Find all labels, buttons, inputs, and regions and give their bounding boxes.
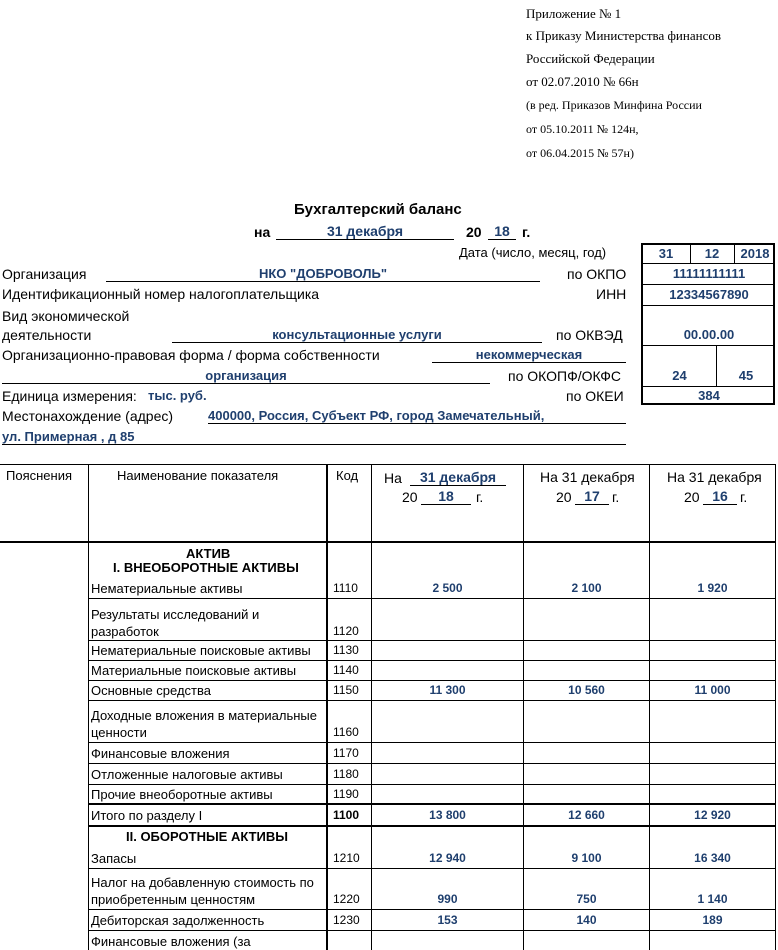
col2-year: 17	[575, 488, 609, 505]
unit-label: Единица измерения:	[2, 388, 137, 404]
col1-label: На	[384, 470, 402, 486]
appendix-line-5: (в ред. Приказов Минфина России	[526, 98, 702, 112]
col1-year-prefix: 20	[402, 489, 418, 505]
row-value-col3: 1 140	[697, 892, 728, 906]
row-value-col2: 140	[576, 913, 597, 927]
col3-year-suffix: г.	[740, 489, 748, 505]
title-year: 18	[488, 223, 516, 240]
row-name: Нематериальные активы	[91, 581, 243, 596]
appendix-line-6: от 05.10.2011 № 124н,	[526, 122, 639, 136]
row-name: Итого по разделу I	[91, 808, 203, 823]
activity-label-2: деятельности	[2, 327, 92, 343]
row-code: 1160	[333, 725, 359, 739]
row-value-col1: 153	[437, 913, 458, 927]
okei-label: по ОКЕИ	[566, 388, 624, 404]
code-okei: 384	[698, 388, 720, 403]
row-name-line1: Результаты исследований и	[91, 607, 260, 622]
row-value-col2: 10 560	[568, 683, 605, 697]
activity-value: консультационные услуги	[172, 327, 542, 343]
col2-year-suffix: г.	[612, 489, 620, 505]
col3-label: На 31 декабря	[667, 469, 762, 485]
row-value-col2: 12 660	[568, 808, 605, 822]
row-code: 1140	[333, 663, 359, 677]
row-name: Материальные поисковые активы	[91, 663, 297, 678]
code-okpo: 11111111111	[672, 266, 746, 281]
unit-value: тыс. руб.	[148, 388, 207, 403]
okpo-label: по ОКПО	[567, 266, 627, 282]
row-code: 1120	[333, 624, 359, 638]
col-name-header: Наименование показателя	[117, 468, 279, 483]
section-2: II. ОБОРОТНЫЕ АКТИВЫ	[126, 829, 289, 844]
appendix-line-1: Приложение № 1	[526, 6, 622, 21]
col-code-header: Код	[336, 468, 359, 483]
row-name: Запасы	[91, 851, 137, 866]
code-inn: 12334567890	[669, 287, 749, 302]
row-code: 1220	[333, 892, 360, 906]
row-code: 1180	[333, 767, 359, 781]
row-value-col1: 990	[437, 892, 458, 906]
row-name-line2: приобретенным ценностям	[91, 892, 256, 907]
appendix-line-2: к Приказу Министерства финансов	[526, 28, 721, 43]
code-okfs: 45	[738, 368, 754, 383]
row-value-col1: 2 500	[432, 581, 463, 595]
appendix-line-3: Российской Федерации	[526, 51, 655, 66]
row-value-col1: 11 300	[429, 683, 466, 697]
appendix-line-4: от 02.07.2010 № 66н	[526, 74, 639, 89]
col3-year: 16	[703, 488, 737, 505]
row-code: 1230	[333, 913, 360, 927]
row-name: Основные средства	[91, 683, 211, 698]
col1-year: 18	[421, 488, 471, 505]
col1-date: 31 декабря	[410, 469, 506, 486]
row-value-col3: 11 000	[694, 683, 731, 697]
col-notes-header: Пояснения	[6, 468, 73, 483]
section-asset: АКТИВ	[186, 546, 231, 561]
row-code: 1100	[333, 808, 360, 822]
address-label: Местонахождение (адрес)	[2, 408, 174, 424]
row-value-col3: 12 920	[694, 808, 731, 822]
row-value-col3: 1 920	[697, 581, 728, 595]
page-title: Бухгалтерский баланс	[294, 201, 462, 218]
org-value: НКО "ДОБРОВОЛЬ"	[106, 266, 540, 282]
row-name: Нематериальные поисковые активы	[91, 643, 311, 658]
row-code: 1130	[333, 643, 359, 657]
col1-year-suffix: г.	[476, 489, 484, 505]
title-date: 31 декабря	[276, 223, 454, 240]
appendix-line-7: от 06.04.2015 № 57н)	[526, 146, 634, 160]
row-code: 1210	[333, 851, 360, 865]
okopf-label: по ОКОПФ/ОКФС	[508, 368, 621, 384]
code-okved: 00.00.00	[683, 327, 735, 342]
col2-year-prefix: 20	[556, 489, 572, 505]
address-value-2: ул. Примерная , д 85	[2, 429, 626, 445]
inn-label-full: Идентификационный номер налогоплательщика	[2, 286, 320, 302]
title-year-prefix: 20	[466, 224, 482, 240]
row-value-col2: 9 100	[571, 851, 602, 865]
section-1: I. ВНЕОБОРОТНЫЕ АКТИВЫ	[113, 560, 299, 575]
col2-label: На 31 декабря	[540, 469, 635, 485]
row-value-col3: 189	[702, 913, 723, 927]
org-label: Организация	[2, 266, 87, 282]
row-name: Прочие внеоборотные активы	[91, 787, 273, 802]
row-name-line1: Налог на добавленную стоимость по	[91, 875, 314, 890]
activity-label-1: Вид экономической	[2, 308, 130, 324]
row-code: 1150	[333, 683, 359, 697]
row-name: Отложенные налоговые активы	[91, 767, 283, 782]
row-name: Дебиторская задолженность	[91, 913, 265, 928]
code-year: 2018	[740, 246, 770, 261]
row-code: 1170	[333, 746, 359, 760]
inn-label: ИНН	[596, 286, 627, 302]
okved-label: по ОКВЭД	[556, 327, 623, 343]
title-year-suffix: г.	[522, 224, 531, 240]
form-label: Организационно-правовая форма / форма собственности	[2, 347, 380, 363]
code-day: 31	[658, 246, 674, 261]
row-value-col2: 2 100	[571, 581, 602, 595]
row-name-line1: Доходные вложения в материальные	[91, 708, 317, 723]
row-value-col1: 13 800	[429, 808, 466, 822]
row-name-line2: ценности	[91, 725, 147, 740]
row-code: 1110	[333, 581, 358, 595]
form-value-2: организация	[2, 368, 490, 384]
row-code: 1190	[333, 787, 359, 801]
row-value-col2: 750	[576, 892, 597, 906]
form-value-1: некоммерческая	[432, 347, 626, 363]
row-name: Финансовые вложения	[91, 746, 230, 761]
row-value-col3: 16 340	[694, 851, 731, 865]
date-label: Дата (число, месяц, год)	[459, 245, 607, 260]
address-value-1: 400000, Россия, Субъект РФ, город Замечательный,	[208, 408, 626, 424]
code-month: 12	[704, 246, 720, 261]
col3-year-prefix: 20	[684, 489, 700, 505]
row-value-col1: 12 940	[429, 851, 466, 865]
row-name-line1: Финансовые вложения (за	[91, 934, 251, 949]
row-name-line2: разработок	[91, 624, 159, 639]
title-on: на	[254, 224, 271, 240]
code-okopf: 24	[672, 368, 687, 383]
